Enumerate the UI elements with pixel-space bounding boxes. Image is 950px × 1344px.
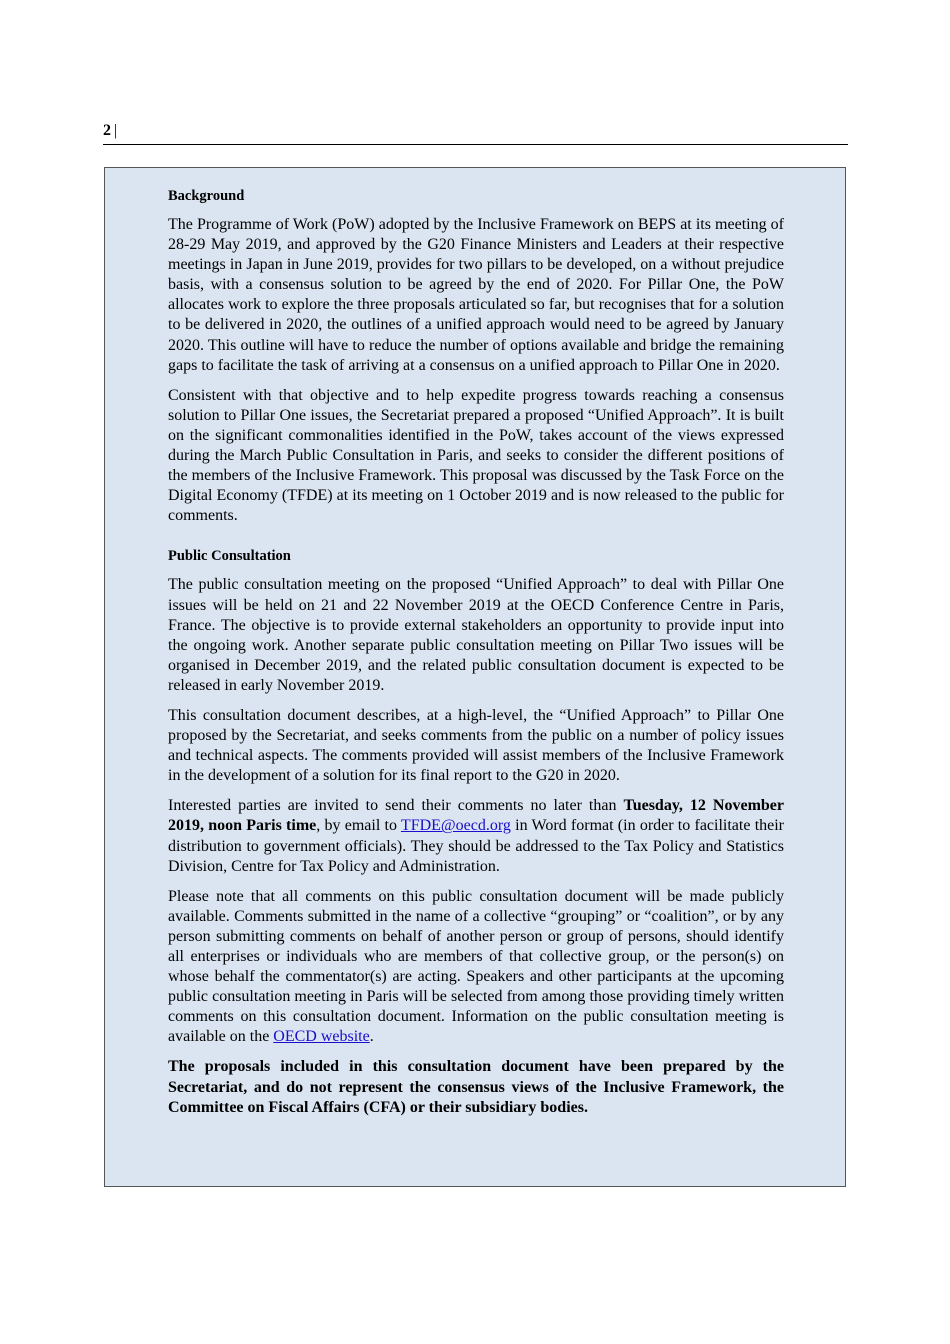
p3-text-3: in Word format (in order to facilitate their distribution to government officials). They should be addressed to the Tax Policy and Statistics Division, Centre for Tax Policy and Administration. [168, 817, 785, 875]
disclaimer-paragraph: The proposals included in this consultation document have been prepared by the Secretariat, and do not represent the consensus views of the Inclusive Framework, the Committee on Fiscal Affairs (CFA) or their subsidiary bodies. [168, 1058, 784, 1116]
page-header [103, 122, 848, 145]
header-separator: | [114, 122, 118, 139]
consultation-box [104, 167, 846, 1187]
consultation-paragraph-3 [168, 796, 784, 876]
p3-text-2: , by email to [316, 817, 401, 835]
oecd-website-link[interactable]: OECD website [273, 1028, 370, 1046]
consultation-paragraph-4 [168, 887, 784, 1048]
background-paragraph-1: The Programme of Work (PoW) adopted by the Inclusive Framework on BEPS at its meeting of 28-29 May 2019, and approved by the G20 Finance Ministers and Leaders at their respective meetings in Japan in June 2019, provides for two pillars to be developed, on a without prejudice basis, with a consensus solution to be agreed by the end of 2020. For Pillar One, the PoW allocates work to explore the three proposals articulated so far, but recognises that for a solution to be delivered in 2020, the outlines of a unified approach would need to be agreed by January 2020. This outline will have to reduce the number of options available and bridge the remaining gaps to facilitate the task of arriving at a consensus on a unified approach to Pillar One in 2020. [168, 216, 784, 374]
consultation-paragraph-1: The public consultation meeting on the proposed “Unified Approach” to deal with Pillar One issues will be held on 21 and 22 November 2019 at the OECD Conference Centre in Paris, France. The objective is to provide external stakeholders an opportunity to provide input into the ongoing work. Another separate public consultation meeting on Pillar Two issues will be organised in December 2019, and the related public consultation document is expected to be released in early November 2019. [168, 576, 784, 694]
p4-text-2: . [369, 1028, 374, 1046]
deadline-text: Tuesday, 12 November 2019, noon Paris time [168, 797, 785, 835]
p3-text-1: Interested parties are invited to send their comments no later than [168, 797, 624, 815]
background-heading: Background [168, 188, 245, 204]
email-link[interactable]: TFDE@oecd.org [400, 817, 511, 835]
page-number: 2 [103, 122, 111, 139]
public-consultation-heading: Public Consultation [168, 548, 291, 565]
box-content [168, 188, 784, 1128]
consultation-paragraph-2: This consultation document describes, at a high-level, the “Unified Approach” to Pillar One proposed by the Secretariat, and seeks comments from the public on a number of policy issues and technical aspects. The comments provided will assist members of the Inclusive Framework in the development of a solution for its final report to the G20 in 2020. [168, 706, 784, 785]
p4-text-1: Please note that all comments on this public consultation document will be made publicly available. Comments submitted in the name of a collective “grouping” or “coalition”, or by any person submitting comments on behalf of another person or group of persons, should identify all enterprises or individuals who are members of that collective group, or the person(s) on whose behalf the commentator(s) are acting. Speakers and other participants at the upcoming public consultation meeting in Paris will be selected from among those providing timely written comments on this consultation document. Information on the public consultation meeting is available on the [168, 887, 784, 1046]
background-paragraph-2: Consistent with that objective and to help expedite progress towards reaching a consensus solution to Pillar One issues, the Secretariat prepared a proposed “Unified Approach”. It is built on the significant commonalities identified in the PoW, takes account of the views expressed during the March Public Consultation in Paris, and seeks to consider the different positions of the members of the Inclusive Framework. This proposal was discussed by the Task Force on the Digital Economy (TFDE) at its meeting on 1 October 2019 and is now released to the public for comments. [168, 386, 784, 525]
